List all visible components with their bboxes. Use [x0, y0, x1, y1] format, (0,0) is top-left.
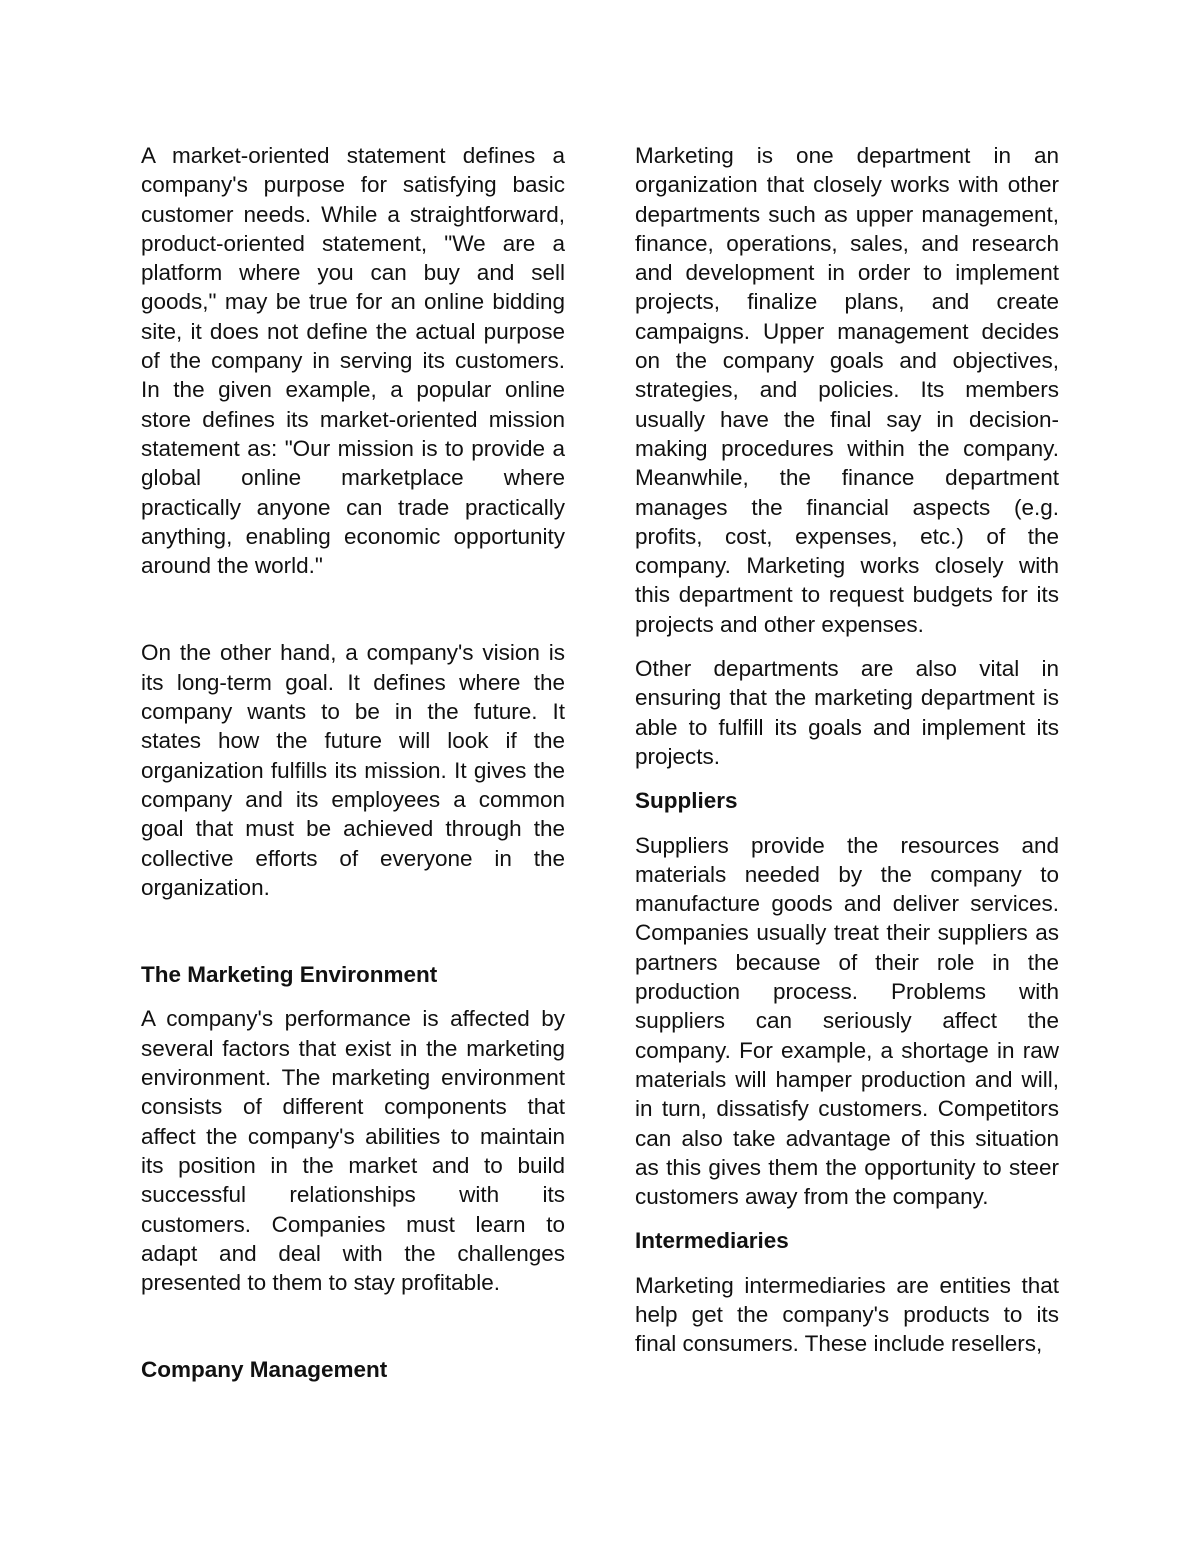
right-column	[635, 141, 1059, 1359]
paragraph-mission-statement: A market-oriented statement defines a company's purpose for satisfying basic customer needs. While a straightforward, product-oriented statement, "We are a platform where you can buy and sell goods," may be true for an online bidding site, it does not define the actual purpose of the company in serving its customers. In the given example, a popular online store defines its market-oriented mission statement as: "Our mission is to provide a global online marketplace where practically anyone can trade practically anything, enabling economic opportunity around the world."	[141, 143, 565, 579]
heading-suppliers: Suppliers	[635, 788, 738, 814]
paragraph-vision: On the other hand, a company's vision is its long-term goal. It defines where the company wants to be in the future. It states how the future will look if the organization fulfills its mission. It gives the company and its employees a common goal that must be achieved through the collective efforts of everyone in the organization.	[141, 640, 565, 900]
heading-company-management: Company Management	[141, 1357, 388, 1383]
heading-marketing-environment: The Marketing Environment	[141, 962, 438, 988]
heading-intermediaries: Intermediaries	[635, 1228, 789, 1254]
paragraph-intermediaries: Marketing intermediaries are entities that help get the company's products to its final consumers. These include resellers,	[635, 1272, 1059, 1357]
paragraph-other-departments: Other departments are also vital in ensuring that the marketing department is able to fulfill its goals and implement its projects.	[635, 656, 1059, 769]
left-column	[141, 141, 565, 1385]
paragraph-departments: Marketing is one department in an organization that closely works with other departments such as upper management, finance, operations, sales, and research and development in order to implement projects, finalize plans, and create campaigns. Upper management decides on the company goals and objectives, strategies, and policies. Its members usually have the final say in decision-making procedures within the company. Meanwhile, the finance department manages the financial aspects (e.g. profits, cost, expenses, etc.) of the company. Marketing works closely with this department to request budgets for its projects and other expenses.	[635, 143, 1059, 637]
paragraph-marketing-environment: A company's performance is affected by several factors that exist in the marketing environment. The marketing environment consists of different components that affect the company's abilities to maintain its position in the market and to build successful relationships with its customers. Companies must learn to adapt and deal with the challenges presented to them to stay profitable.	[141, 1006, 565, 1296]
paragraph-suppliers: Suppliers provide the resources and materials needed by the company to manufacture goods and deliver services. Companies usually treat their suppliers as partners because of their role in the production process. Problems with suppliers can seriously affect the company. For example, a shortage in raw materials will hamper production and will, in turn, dissatisfy customers. Competitors can also take advantage of this situation as this gives them the opportunity to steer customers away from the company.	[635, 832, 1059, 1210]
